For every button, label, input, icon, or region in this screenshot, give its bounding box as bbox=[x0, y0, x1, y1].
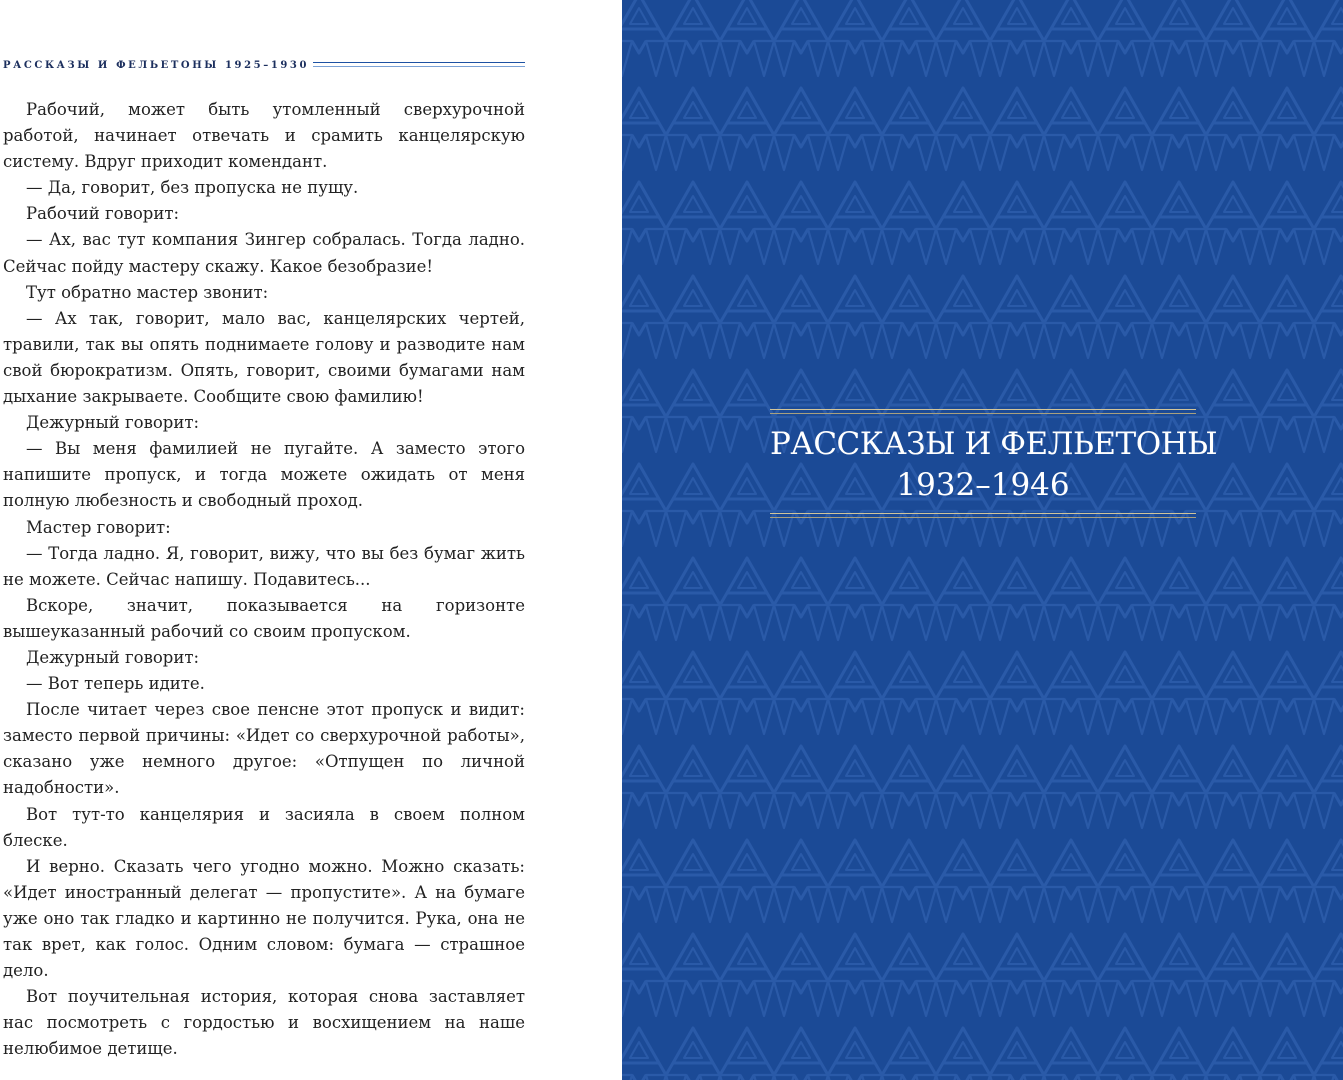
paragraph: Дежурный говорит: bbox=[26, 413, 200, 433]
paragraph: Тут обратно мастер звонит: bbox=[26, 282, 269, 302]
paragraph: Дежурный говорит: bbox=[26, 647, 200, 667]
paragraph: Вот тут-то канцелярия и засияла в своем полном блеске. bbox=[3, 804, 525, 850]
paragraph: Рабочий, может быть утомленный сверхурочной работой, начинает отвечать и срамить канцелярскую систему. Вдруг приходит комендант. bbox=[3, 100, 525, 172]
triangle-pattern-background bbox=[622, 0, 1343, 1080]
title-rule-bottom bbox=[770, 513, 1196, 518]
paragraph: — Ах, вас тут компания Зингер собралась. Тогда ладно. Сейчас пойду мастеру скажу. Какое безобразие! bbox=[3, 230, 525, 276]
paragraph: — Да, говорит, без пропуска не пущу. bbox=[26, 178, 359, 198]
paragraph: — Вот теперь идите. bbox=[26, 674, 205, 694]
paragraph: Вот поучительная история, которая снова заставляет нас посмотреть с гордостью и восхищением на наше нелюбимое детище. bbox=[3, 987, 525, 1059]
paragraph: И верно. Сказать чего угодно можно. Можно сказать: «Идет иностранный делегат — пропустите». А на бумаге уже оно так гладко и картинно не получится. Рука, она не так врет, как голос. Одним словом: бумага — страшное дело. bbox=[3, 856, 525, 981]
section-years: 1932–1946 bbox=[896, 467, 1070, 503]
paragraph: — Тогда ладно. Я, говорит, вижу, что вы без бумаг жить не можете. Сейчас напишу. Подавитесь... bbox=[3, 543, 525, 589]
paragraph: — Ах так, говорит, мало вас, канцелярских чертей, травили, так вы опять поднимаете голову и разводите нам свой бюрократизм. Опять, говорит, своими бумагами нам дыхание закрываете. Сообщите свою фамилию! bbox=[3, 308, 525, 407]
section-divider-page bbox=[622, 0, 1343, 1080]
section-title-block bbox=[770, 409, 1218, 519]
running-head bbox=[3, 55, 525, 75]
running-head-text: РАССКАЗЫ И ФЕЛЬЕТОНЫ 1925–1930 bbox=[3, 59, 310, 71]
left-page bbox=[0, 0, 622, 1080]
paragraph: Рабочий говорит: bbox=[26, 204, 180, 224]
body-text bbox=[3, 97, 525, 1062]
paragraph: Мастер говорит: bbox=[26, 517, 171, 537]
paragraph: Вскоре, значит, показывается на горизонте вышеуказанный рабочий со своим пропуском. bbox=[3, 595, 525, 641]
title-rule-top bbox=[770, 409, 1196, 414]
running-head-rule bbox=[313, 62, 525, 68]
paragraph: После читает через свое пенсне этот пропуск и видит: заместо первой причины: «Идет со сверхурочной работы», сказано уже немного другое: «Отпущен по личной надобности». bbox=[3, 700, 525, 798]
paragraph: — Вы меня фамилией не пугайте. А заместо этого напишите пропуск, и тогда можете ожидать от меня полную любезность и свободный проход. bbox=[3, 439, 525, 511]
section-title: РАССКАЗЫ И ФЕЛЬЕТОНЫ bbox=[770, 426, 1218, 462]
